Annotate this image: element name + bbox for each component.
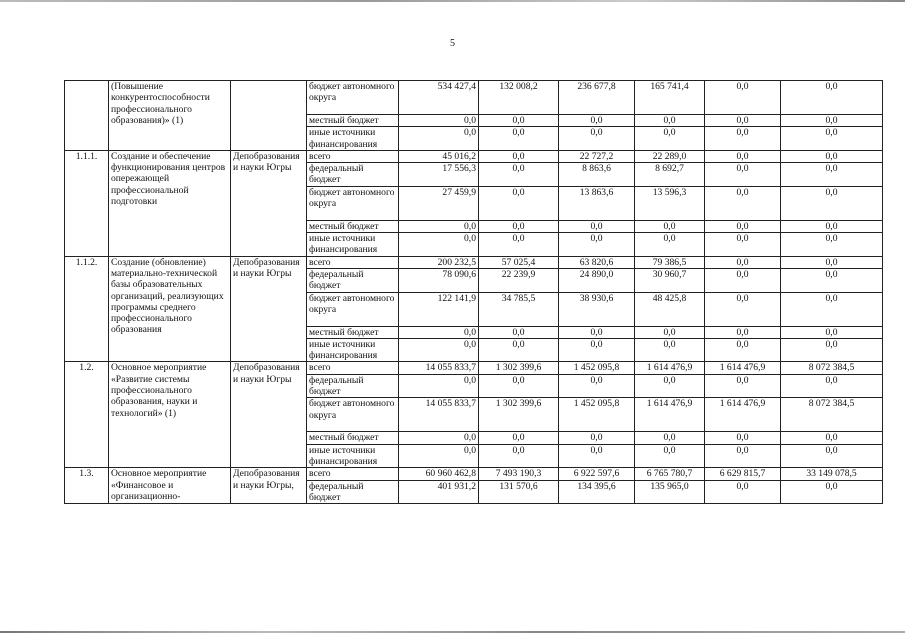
table-row (65, 468, 883, 480)
measure-name: (Повышение конкурентоспособности профессионального образования)» (1) (109, 81, 231, 151)
amount-cell: 1 302 399,6 (479, 398, 559, 432)
amount-cell: 0,0 (479, 374, 559, 398)
funding-source: иные источники финансирования (307, 233, 399, 257)
measure-name: Создание (обновление) материально-технической базы образовательных организаций, реализующих программы среднего профессионального образования (109, 256, 231, 362)
amount-cell: 0,0 (479, 186, 559, 220)
amount-cell: 0,0 (559, 220, 635, 232)
amount-cell: 6 765 780,7 (635, 468, 705, 480)
amount-cell: 13 863,6 (559, 186, 635, 220)
funding-source: всего (307, 256, 399, 268)
amount-cell: 534 427,4 (399, 81, 479, 115)
amount-cell: 0,0 (781, 163, 883, 187)
amount-cell: 0,0 (559, 326, 635, 338)
amount-cell: 134 395,6 (559, 480, 635, 504)
amount-cell: 0,0 (635, 127, 705, 151)
amount-cell: 0,0 (705, 233, 781, 257)
measure-code: 1.3. (65, 468, 109, 504)
amount-cell: 24 890,0 (559, 268, 635, 292)
funding-source: иные источники финансирования (307, 444, 399, 468)
amount-cell: 0,0 (559, 432, 635, 444)
table-row (65, 256, 883, 268)
amount-cell: 0,0 (559, 115, 635, 127)
amount-cell: 57 025,4 (479, 256, 559, 268)
amount-cell: 0,0 (399, 115, 479, 127)
funding-source: местный бюджет (307, 115, 399, 127)
amount-cell: 0,0 (705, 220, 781, 232)
measure-executor: Депобразования и науки Югры, (231, 468, 307, 504)
amount-cell: 236 677,8 (559, 81, 635, 115)
amount-cell: 0,0 (705, 338, 781, 362)
funding-source: бюджет автономного округа (307, 186, 399, 220)
funding-source: федеральный бюджет (307, 268, 399, 292)
funding-source: бюджет автономного округа (307, 81, 399, 115)
amount-cell: 7 493 190,3 (479, 468, 559, 480)
amount-cell: 0,0 (705, 374, 781, 398)
amount-cell: 0,0 (705, 256, 781, 268)
amount-cell: 6 922 597,6 (559, 468, 635, 480)
measure-name: Создание и обеспечение функционирования центров опережающей профессиональной подготовки (109, 150, 231, 256)
amount-cell: 0,0 (781, 326, 883, 338)
funding-source: федеральный бюджет (307, 374, 399, 398)
amount-cell: 1 614 476,9 (705, 362, 781, 374)
amount-cell: 0,0 (479, 115, 559, 127)
amount-cell: 0,0 (635, 233, 705, 257)
amount-cell: 135 965,0 (635, 480, 705, 504)
amount-cell: 13 596,3 (635, 186, 705, 220)
amount-cell: 0,0 (479, 233, 559, 257)
funding-source: местный бюджет (307, 432, 399, 444)
amount-cell: 200 232,5 (399, 256, 479, 268)
amount-cell: 0,0 (479, 150, 559, 162)
amount-cell: 1 302 399,6 (479, 362, 559, 374)
funding-source: иные источники финансирования (307, 127, 399, 151)
amount-cell: 0,0 (705, 268, 781, 292)
amount-cell: 0,0 (559, 444, 635, 468)
table-row (65, 362, 883, 374)
amount-cell: 0,0 (479, 338, 559, 362)
amount-cell: 0,0 (781, 81, 883, 115)
measure-name: Основное мероприятие «Развитие системы профессионального образования, науки и технологий» (1) (109, 362, 231, 468)
amount-cell: 0,0 (559, 233, 635, 257)
amount-cell: 0,0 (705, 81, 781, 115)
amount-cell: 0,0 (781, 432, 883, 444)
amount-cell: 0,0 (781, 220, 883, 232)
amount-cell: 0,0 (399, 338, 479, 362)
funding-source: местный бюджет (307, 220, 399, 232)
amount-cell: 38 930,6 (559, 292, 635, 326)
amount-cell: 0,0 (399, 374, 479, 398)
measure-executor: Депобразования и науки Югры (231, 362, 307, 468)
amount-cell: 79 386,5 (635, 256, 705, 268)
amount-cell: 22 289,0 (635, 150, 705, 162)
amount-cell: 0,0 (705, 127, 781, 151)
amount-cell: 0,0 (781, 127, 883, 151)
amount-cell: 8 072 384,5 (781, 398, 883, 432)
scan-bottom-edge (0, 631, 905, 633)
amount-cell: 1 614 476,9 (635, 362, 705, 374)
amount-cell: 0,0 (399, 127, 479, 151)
amount-cell: 0,0 (705, 444, 781, 468)
measure-code (65, 81, 109, 151)
amount-cell: 0,0 (705, 292, 781, 326)
amount-cell: 132 008,2 (479, 81, 559, 115)
amount-cell: 0,0 (399, 432, 479, 444)
amount-cell: 78 090,6 (399, 268, 479, 292)
amount-cell: 0,0 (781, 292, 883, 326)
amount-cell: 0,0 (781, 186, 883, 220)
amount-cell: 401 931,2 (399, 480, 479, 504)
amount-cell: 14 055 833,7 (399, 398, 479, 432)
amount-cell: 0,0 (705, 326, 781, 338)
amount-cell: 60 960 462,8 (399, 468, 479, 480)
amount-cell: 0,0 (781, 268, 883, 292)
funding-source: федеральный бюджет (307, 163, 399, 187)
measure-code: 1.2. (65, 362, 109, 468)
amount-cell: 1 452 095,8 (559, 362, 635, 374)
funding-source: бюджет автономного округа (307, 292, 399, 326)
amount-cell: 0,0 (635, 374, 705, 398)
amount-cell: 0,0 (479, 326, 559, 338)
amount-cell: 0,0 (781, 480, 883, 504)
amount-cell: 0,0 (781, 444, 883, 468)
amount-cell: 0,0 (479, 432, 559, 444)
amount-cell: 48 425,8 (635, 292, 705, 326)
amount-cell: 0,0 (781, 256, 883, 268)
amount-cell: 131 570,6 (479, 480, 559, 504)
amount-cell: 30 960,7 (635, 268, 705, 292)
amount-cell: 0,0 (781, 374, 883, 398)
amount-cell: 27 459,9 (399, 186, 479, 220)
amount-cell: 0,0 (399, 220, 479, 232)
amount-cell: 0,0 (781, 150, 883, 162)
amount-cell: 45 016,2 (399, 150, 479, 162)
funding-source: всего (307, 362, 399, 374)
measure-executor: Депобразования и науки Югры (231, 150, 307, 256)
measure-code: 1.1.1. (65, 150, 109, 256)
amount-cell: 0,0 (399, 233, 479, 257)
amount-cell: 63 820,6 (559, 256, 635, 268)
amount-cell: 122 141,9 (399, 292, 479, 326)
amount-cell: 0,0 (705, 432, 781, 444)
budget-table-body (65, 81, 883, 504)
amount-cell: 1 452 095,8 (559, 398, 635, 432)
amount-cell: 0,0 (705, 186, 781, 220)
measure-executor: Депобразования и науки Югры (231, 256, 307, 362)
amount-cell: 0,0 (705, 115, 781, 127)
table-row (65, 150, 883, 162)
amount-cell: 0,0 (635, 432, 705, 444)
measure-executor (231, 81, 307, 151)
amount-cell: 1 614 476,9 (635, 398, 705, 432)
amount-cell: 165 741,4 (635, 81, 705, 115)
amount-cell: 0,0 (479, 444, 559, 468)
amount-cell: 0,0 (399, 326, 479, 338)
amount-cell: 14 055 833,7 (399, 362, 479, 374)
funding-source: федеральный бюджет (307, 480, 399, 504)
amount-cell: 0,0 (479, 127, 559, 151)
amount-cell: 0,0 (559, 374, 635, 398)
amount-cell: 22 239,9 (479, 268, 559, 292)
amount-cell: 33 149 078,5 (781, 468, 883, 480)
funding-source: иные источники финансирования (307, 338, 399, 362)
table-row (65, 81, 883, 115)
amount-cell: 0,0 (705, 150, 781, 162)
amount-cell: 0,0 (479, 220, 559, 232)
funding-source: местный бюджет (307, 326, 399, 338)
amount-cell: 0,0 (479, 163, 559, 187)
amount-cell: 22 727,2 (559, 150, 635, 162)
amount-cell: 0,0 (635, 338, 705, 362)
amount-cell: 0,0 (635, 326, 705, 338)
amount-cell: 6 629 815,7 (705, 468, 781, 480)
amount-cell: 0,0 (635, 220, 705, 232)
amount-cell: 0,0 (399, 444, 479, 468)
amount-cell: 0,0 (781, 115, 883, 127)
budget-table (64, 80, 883, 504)
amount-cell: 0,0 (635, 115, 705, 127)
amount-cell: 0,0 (559, 127, 635, 151)
measure-code: 1.1.2. (65, 256, 109, 362)
scan-top-edge (0, 0, 905, 2)
amount-cell: 8 072 384,5 (781, 362, 883, 374)
amount-cell: 1 614 476,9 (705, 398, 781, 432)
amount-cell: 0,0 (781, 338, 883, 362)
amount-cell: 0,0 (781, 233, 883, 257)
funding-source: всего (307, 150, 399, 162)
measure-name: Основное мероприятие «Финансовое и организационно- (109, 468, 231, 504)
amount-cell: 8 692,7 (635, 163, 705, 187)
funding-source: бюджет автономного округа (307, 398, 399, 432)
amount-cell: 17 556,3 (399, 163, 479, 187)
amount-cell: 8 863,6 (559, 163, 635, 187)
funding-source: всего (307, 468, 399, 480)
amount-cell: 0,0 (559, 338, 635, 362)
amount-cell: 0,0 (705, 480, 781, 504)
amount-cell: 0,0 (635, 444, 705, 468)
amount-cell: 0,0 (705, 163, 781, 187)
amount-cell: 34 785,5 (479, 292, 559, 326)
page-number: 5 (450, 38, 455, 49)
